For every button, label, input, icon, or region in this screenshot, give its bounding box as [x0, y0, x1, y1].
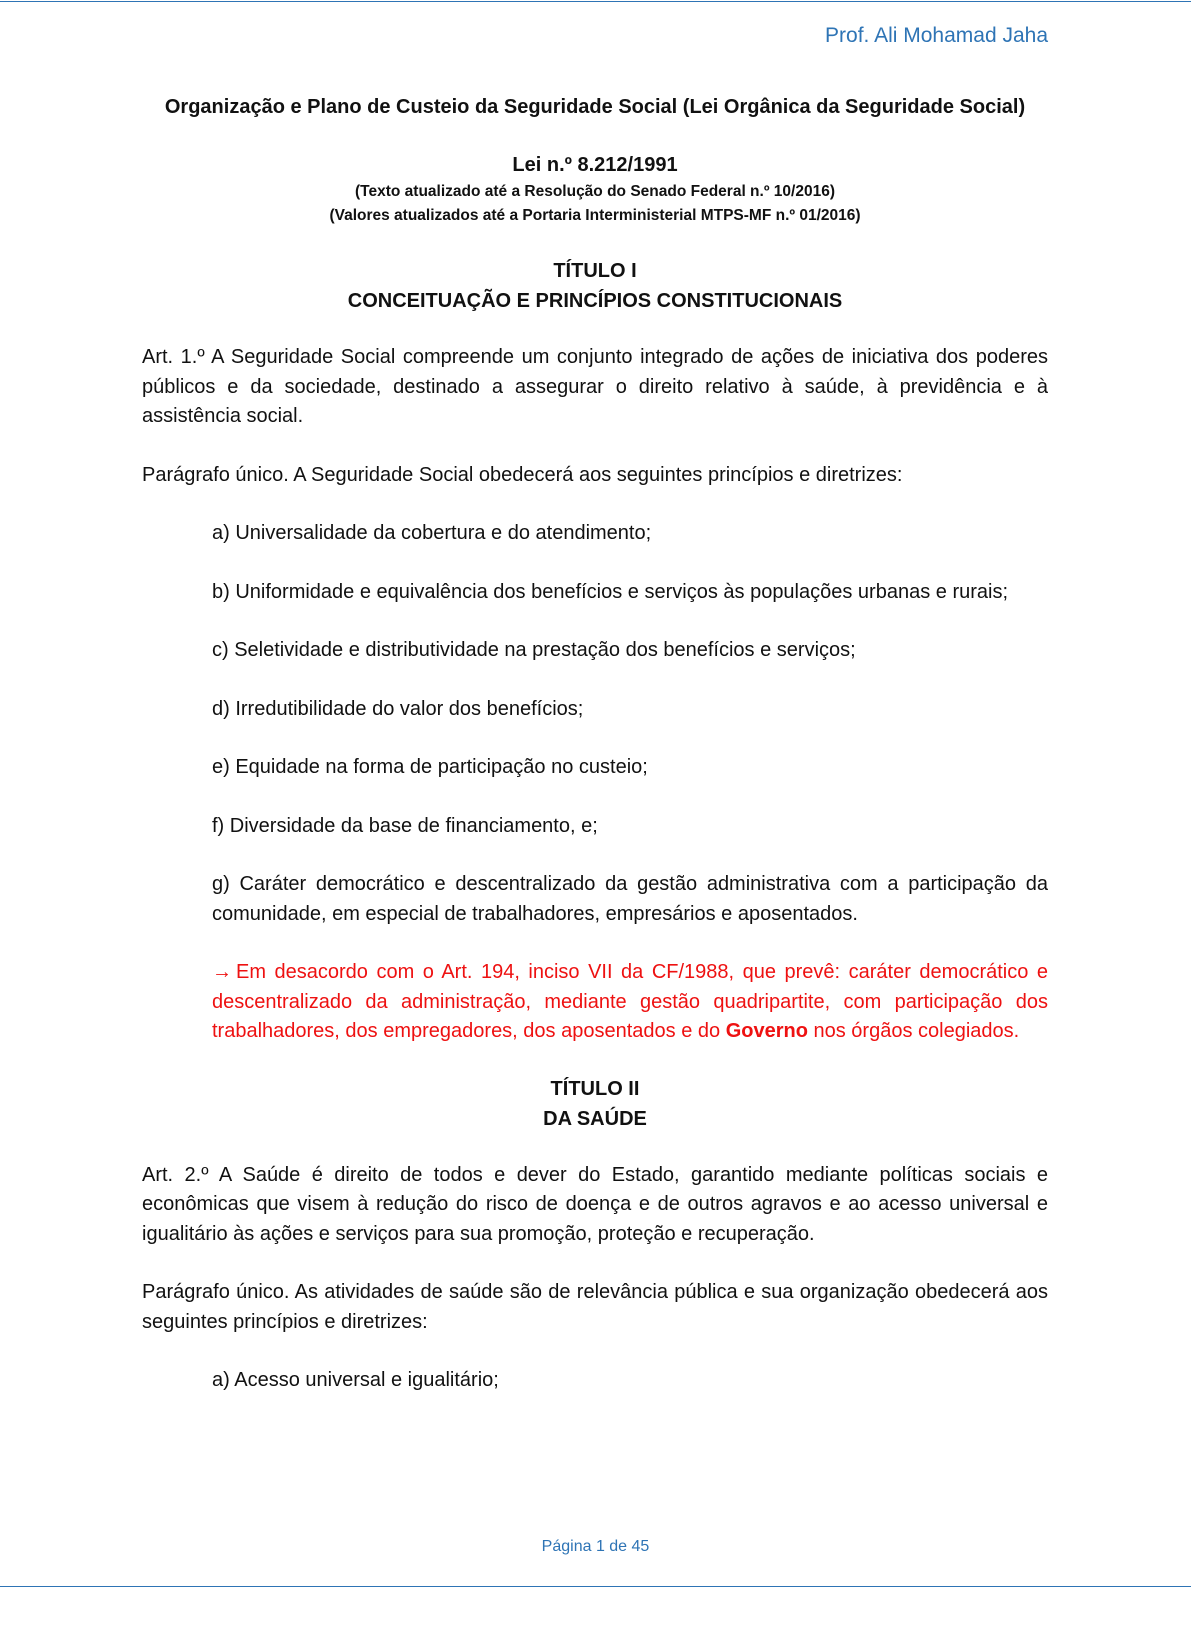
list-item-d: d) Irredutibilidade do valor dos benefícios;: [212, 697, 584, 720]
article-2-paragraph: Parágrafo único. As atividades de saúde são de relevância pública e sua organização obedecerá aos seguintes princípios e diretrizes:: [142, 1281, 1048, 1333]
law-number: Lei n.º 8.212/1991: [512, 154, 678, 176]
header-author: Prof. Ali Mohamad Jaha: [825, 24, 1048, 47]
article-2-text: Art. 2.º A Saúde é direito de todos e dever do Estado, garantido mediante políticas sociais e econômicas que visem à redução do risco de doença e de outros agravos e ao acesso universal e igualitário às ações e serviços para sua promoção, proteção e recuperação.: [142, 1163, 1048, 1245]
constitutional-note-emphasis: Governo: [725, 1020, 808, 1042]
titulo-2-label: TÍTULO II: [550, 1077, 640, 1100]
titulo-1-name: CONCEITUAÇÃO E PRINCÍPIOS CONSTITUCIONAIS: [347, 290, 843, 312]
arrow-right-icon: →: [212, 961, 232, 983]
page-number: Página 1 de 45: [541, 1538, 650, 1555]
titulo-2-name: DA SAÚDE: [543, 1107, 647, 1130]
law-update-note-1: (Texto atualizado até a Resolução do Senado Federal n.º 10/2016): [355, 183, 835, 200]
bottom-border: [0, 1586, 1191, 1587]
constitutional-note-text: Em desacordo com o Art. 194, inciso VII da CF/1988, que prevê: caráter democrático e descentralizado da administração, mediante gestão quadripartite, com participação dos trabalhadores, dos empregadores, dos aposentados e do: [212, 961, 1048, 1042]
list-item-g: g) Caráter democrático e descentralizado da gestão administrativa com a participação da comunidade, em especial de trabalhadores, empresários e aposentados.: [212, 873, 1048, 925]
article-1-text: Art. 1.º A Seguridade Social compreende um conjunto integrado de ações de iniciativa dos poderes públicos e da sociedade, destinado a assegurar o direito relativo à saúde, à previdência e à assistência social.: [142, 346, 1048, 427]
list-item-b: b) Uniformidade e equivalência dos benefícios e serviços às populações urbanas e rurais;: [212, 580, 1009, 603]
list-item-c: c) Seletividade e distributividade na prestação dos benefícios e serviços;: [212, 639, 856, 661]
law-update-note-2: (Valores atualizados até a Portaria Interministerial MTPS-MF n.º 01/2016): [329, 207, 861, 224]
top-border: [0, 1, 1191, 2]
constitutional-note-ending: nos órgãos colegiados.: [807, 1020, 1020, 1042]
list-item-f: f) Diversidade da base de financiamento, e;: [212, 814, 598, 837]
titulo-1-label: TÍTULO I: [553, 260, 637, 282]
page-content: [142, 92, 1048, 1396]
document-title: Organização e Plano de Custeio da Seguridade Social (Lei Orgânica da Seguridade Social): [164, 96, 1026, 118]
article-1-paragraph: Parágrafo único. A Seguridade Social obedecerá aos seguintes princípios e diretrizes:: [142, 463, 903, 486]
list-item-a: a) Universalidade da cobertura e do atendimento;: [212, 522, 652, 544]
article-2-list-item-a: a) Acesso universal e igualitário;: [212, 1369, 499, 1391]
list-item-e: e) Equidade na forma de participação no custeio;: [212, 756, 648, 778]
constitutional-note: [212, 958, 1048, 1047]
